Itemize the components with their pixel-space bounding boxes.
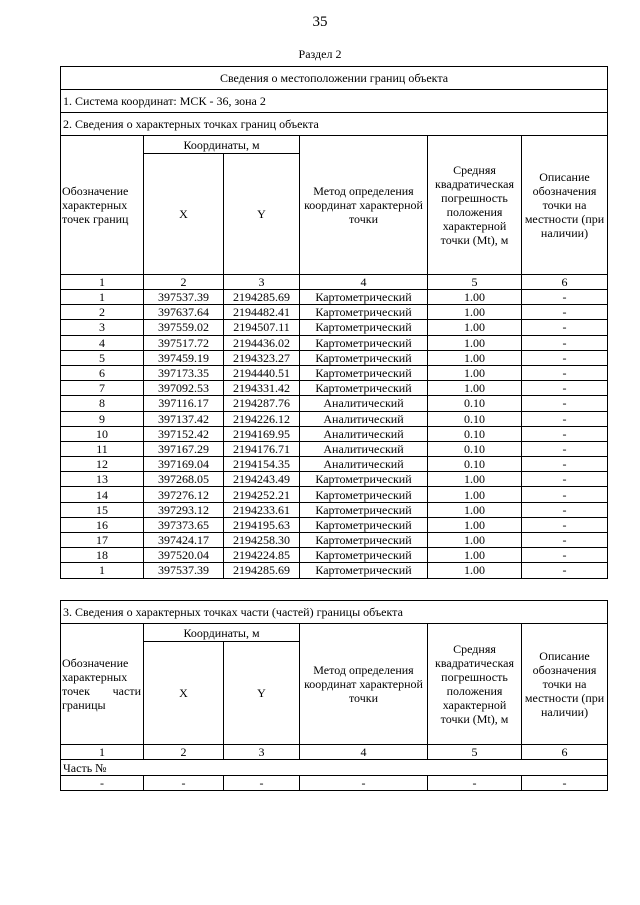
header-y: Y — [224, 642, 300, 745]
point-error: 1.00 — [428, 563, 522, 578]
point-method: Картометрический — [300, 472, 428, 487]
table-row — [61, 320, 608, 335]
point-x: 397169.04 — [144, 457, 224, 472]
point-x: 397293.12 — [144, 502, 224, 517]
point-x: 397459.19 — [144, 350, 224, 365]
point-y: 2194258.30 — [224, 533, 300, 548]
point-error: 1.00 — [428, 350, 522, 365]
header-error: Средняя квадратическая погрешность положения характерной точки (Mt), м — [428, 136, 522, 275]
point-method: Картометрический — [300, 305, 428, 320]
point-number: 10 — [61, 426, 144, 441]
point-error: 0.10 — [428, 396, 522, 411]
point-error: 1.00 — [428, 548, 522, 563]
point-method: Картометрический — [300, 502, 428, 517]
col-number: 3 — [224, 275, 300, 290]
point-y: 2194224.85 — [224, 548, 300, 563]
point-method: Аналитический — [300, 457, 428, 472]
col-number: 1 — [61, 275, 144, 290]
col-number: 3 — [224, 745, 300, 760]
point-description: - — [522, 563, 608, 578]
point-y: 2194154.35 — [224, 457, 300, 472]
point-number: 2 — [61, 305, 144, 320]
point-y: 2194323.27 — [224, 350, 300, 365]
header-description: Описание обозначения точки на местности (при наличии) — [522, 136, 608, 275]
table-row — [61, 533, 608, 548]
point-method: Картометрический — [300, 350, 428, 365]
point-description: - — [522, 457, 608, 472]
points-heading: 2. Сведения о характерных точках границ объекта — [61, 113, 608, 136]
point-y: 2194243.49 — [224, 472, 300, 487]
point-y: 2194233.61 — [224, 502, 300, 517]
point-number: 16 — [61, 517, 144, 532]
point-description: - — [522, 335, 608, 350]
point-x: 397637.64 — [144, 305, 224, 320]
point-number: 4 — [61, 335, 144, 350]
parts-table — [60, 600, 608, 791]
point-description: - — [522, 350, 608, 365]
point-error: 1.00 — [428, 381, 522, 396]
point-method: Картометрический — [300, 487, 428, 502]
point-description: - — [522, 305, 608, 320]
point-x: 397559.02 — [144, 320, 224, 335]
point-number: 15 — [61, 502, 144, 517]
point-description: - — [522, 320, 608, 335]
point-method: Картометрический — [300, 320, 428, 335]
point-error: 0.10 — [428, 426, 522, 441]
point-number: 3 — [61, 320, 144, 335]
section-title: Раздел 2 — [298, 47, 342, 61]
point-x: 397537.39 — [144, 563, 224, 578]
point-method: Аналитический — [300, 411, 428, 426]
header-method: Метод определения координат характерной точки — [300, 136, 428, 275]
part-cell: - — [522, 776, 608, 791]
point-method: Картометрический — [300, 548, 428, 563]
point-x: 397092.53 — [144, 381, 224, 396]
point-error: 1.00 — [428, 290, 522, 305]
table-row — [61, 365, 608, 380]
point-description: - — [522, 548, 608, 563]
table-row — [61, 396, 608, 411]
point-x: 397137.42 — [144, 411, 224, 426]
col-number: 6 — [522, 745, 608, 760]
col-number: 2 — [144, 275, 224, 290]
point-x: 397373.65 — [144, 517, 224, 532]
point-description: - — [522, 411, 608, 426]
point-x: 397173.35 — [144, 365, 224, 380]
point-error: 1.00 — [428, 305, 522, 320]
point-x: 397276.12 — [144, 487, 224, 502]
point-description: - — [522, 396, 608, 411]
table-row — [61, 517, 608, 532]
point-number: 14 — [61, 487, 144, 502]
point-number: 8 — [61, 396, 144, 411]
point-number: 5 — [61, 350, 144, 365]
header-method: Метод определения координат характерной точки — [300, 624, 428, 745]
point-y: 2194440.51 — [224, 365, 300, 380]
header-x: X — [144, 154, 224, 275]
point-y: 2194436.02 — [224, 335, 300, 350]
point-method: Картометрический — [300, 290, 428, 305]
boundary-table — [60, 66, 608, 579]
header-x: X — [144, 642, 224, 745]
point-x: 397152.42 — [144, 426, 224, 441]
point-y: 2194176.71 — [224, 441, 300, 456]
header-coordinates: Координаты, м — [144, 136, 300, 154]
point-description: - — [522, 365, 608, 380]
table-row — [61, 548, 608, 563]
point-x: 397268.05 — [144, 472, 224, 487]
table-title: Сведения о местоположении границ объекта — [61, 67, 608, 90]
part-cell: - — [144, 776, 224, 791]
header-designation-part: Обозначение характерных точек части границы — [61, 624, 144, 745]
point-method: Картометрический — [300, 533, 428, 548]
point-method: Картометрический — [300, 517, 428, 532]
point-description: - — [522, 426, 608, 441]
table-row — [61, 305, 608, 320]
point-description: - — [522, 381, 608, 396]
point-y: 2194287.76 — [224, 396, 300, 411]
point-x: 397116.17 — [144, 396, 224, 411]
col-number: 5 — [428, 745, 522, 760]
point-y: 2194169.95 — [224, 426, 300, 441]
point-number: 12 — [61, 457, 144, 472]
point-y: 2194252.21 — [224, 487, 300, 502]
point-error: 0.10 — [428, 457, 522, 472]
point-method: Картометрический — [300, 563, 428, 578]
col-number: 4 — [300, 275, 428, 290]
table-row — [61, 381, 608, 396]
header-description: Описание обозначения точки на местности (при наличии) — [522, 624, 608, 745]
point-x: 397537.39 — [144, 290, 224, 305]
part-label: Часть № — [61, 760, 608, 776]
point-description: - — [522, 290, 608, 305]
part-cell: - — [61, 776, 144, 791]
col-number: 2 — [144, 745, 224, 760]
header-designation: Обозначение характерных точек границ — [61, 136, 144, 275]
table-row — [61, 502, 608, 517]
point-method: Картометрический — [300, 335, 428, 350]
parts-heading: 3. Сведения о характерных точках части (частей) границы объекта — [61, 601, 608, 624]
header-error: Средняя квадратическая погрешность положения характерной точки (Mt), м — [428, 624, 522, 745]
col-number: 1 — [61, 745, 144, 760]
point-y: 2194482.41 — [224, 305, 300, 320]
point-error: 1.00 — [428, 472, 522, 487]
table-row — [61, 335, 608, 350]
point-number: 17 — [61, 533, 144, 548]
page-number: 35 — [312, 14, 328, 30]
point-description: - — [522, 472, 608, 487]
part-cell: - — [428, 776, 522, 791]
point-method: Картометрический — [300, 365, 428, 380]
point-error: 1.00 — [428, 365, 522, 380]
point-description: - — [522, 533, 608, 548]
point-error: 0.10 — [428, 411, 522, 426]
table-row — [61, 457, 608, 472]
point-x: 397517.72 — [144, 335, 224, 350]
header-y: Y — [224, 154, 300, 275]
point-y: 2194331.42 — [224, 381, 300, 396]
point-error: 1.00 — [428, 487, 522, 502]
table-row — [61, 441, 608, 456]
point-method: Аналитический — [300, 396, 428, 411]
point-method: Аналитический — [300, 441, 428, 456]
point-error: 1.00 — [428, 320, 522, 335]
point-number: 1 — [61, 290, 144, 305]
col-number: 6 — [522, 275, 608, 290]
point-description: - — [522, 441, 608, 456]
point-number: 1 — [61, 563, 144, 578]
coord-system-row: 1. Система координат: МСК - 36, зона 2 — [61, 90, 608, 113]
point-y: 2194507.11 — [224, 320, 300, 335]
point-x: 397520.04 — [144, 548, 224, 563]
point-description: - — [522, 502, 608, 517]
part-cell: - — [300, 776, 428, 791]
point-number: 7 — [61, 381, 144, 396]
table-row — [61, 350, 608, 365]
point-number: 6 — [61, 365, 144, 380]
point-error: 0.10 — [428, 441, 522, 456]
point-method: Картометрический — [300, 381, 428, 396]
point-number: 18 — [61, 548, 144, 563]
point-error: 1.00 — [428, 335, 522, 350]
table-row — [61, 487, 608, 502]
table-row — [61, 426, 608, 441]
point-y: 2194285.69 — [224, 290, 300, 305]
col-number: 5 — [428, 275, 522, 290]
table-row — [61, 290, 608, 305]
point-y: 2194226.12 — [224, 411, 300, 426]
point-description: - — [522, 517, 608, 532]
table-row — [61, 411, 608, 426]
table-row — [61, 563, 608, 578]
point-method: Аналитический — [300, 426, 428, 441]
point-error: 1.00 — [428, 533, 522, 548]
point-number: 9 — [61, 411, 144, 426]
point-y: 2194285.69 — [224, 563, 300, 578]
point-description: - — [522, 487, 608, 502]
point-y: 2194195.63 — [224, 517, 300, 532]
part-cell: - — [224, 776, 300, 791]
point-x: 397424.17 — [144, 533, 224, 548]
point-error: 1.00 — [428, 502, 522, 517]
col-number: 4 — [300, 745, 428, 760]
point-number: 13 — [61, 472, 144, 487]
header-coordinates: Координаты, м — [144, 624, 300, 642]
point-error: 1.00 — [428, 517, 522, 532]
point-x: 397167.29 — [144, 441, 224, 456]
point-number: 11 — [61, 441, 144, 456]
table-row — [61, 472, 608, 487]
